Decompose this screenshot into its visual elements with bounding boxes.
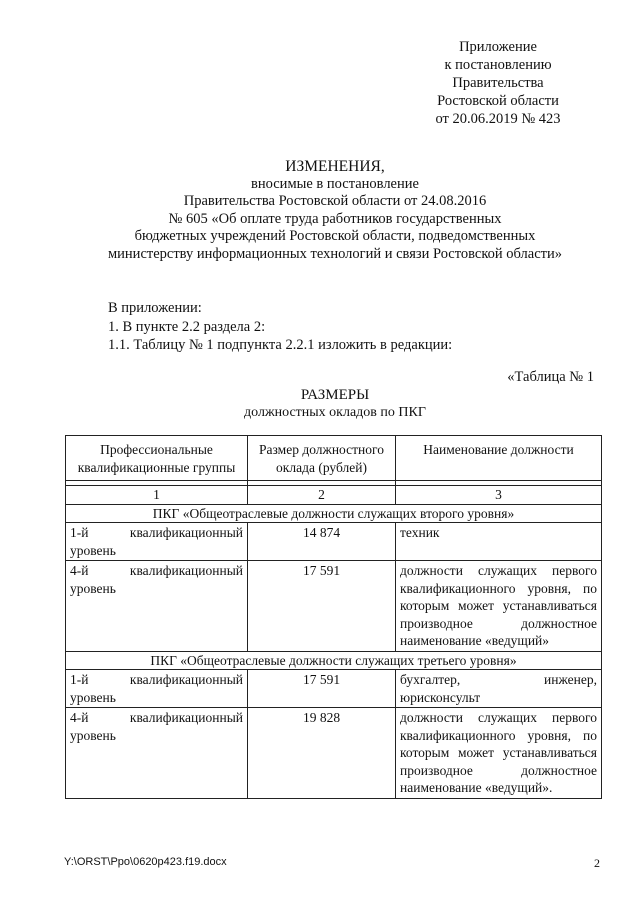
appendix-line: к постановлению bbox=[444, 57, 552, 73]
column-number: 2 bbox=[248, 486, 396, 505]
salary-cell: 17 591 bbox=[248, 561, 396, 652]
position-cell: должности служащих первого квалификационного уровня, по которым может устанавливаться производное должностное наименование «ведущий». bbox=[396, 708, 602, 799]
table-row bbox=[66, 561, 602, 652]
group-title: ПКГ «Общеотраслевые должности служащих третьего уровня» bbox=[66, 651, 602, 670]
table-title: РАЗМЕРЫ bbox=[300, 387, 370, 403]
level-cell: 1-й квалификационный уровень bbox=[66, 523, 248, 561]
title-line: министерству информационных технологий и связи Ростовской области» bbox=[107, 245, 563, 262]
appendix-block bbox=[398, 38, 598, 128]
group-header-row bbox=[66, 504, 602, 523]
appendix-line: от 20.06.2019 № 423 bbox=[435, 111, 561, 127]
table-header-row bbox=[66, 436, 602, 481]
table-label: «Таблица № 1 bbox=[507, 369, 594, 385]
title-heading: ИЗМЕНЕНИЯ, bbox=[285, 158, 385, 175]
table-row bbox=[66, 670, 602, 708]
title-line: вносимые в постановление bbox=[251, 175, 419, 192]
title-line: № 605 «Об оплате труда работников государственных bbox=[168, 210, 502, 227]
column-number: 1 bbox=[66, 486, 248, 505]
intro-paragraph bbox=[108, 299, 598, 355]
appendix-line: Ростовской области bbox=[437, 93, 559, 109]
page-number: 2 bbox=[594, 856, 600, 870]
salary-cell: 14 874 bbox=[248, 523, 396, 561]
header-cell: Профессиональные квалификационные группы bbox=[66, 436, 248, 481]
document-title bbox=[70, 158, 600, 263]
table-subtitle: должностных окладов по ПКГ bbox=[244, 405, 426, 420]
group-title: ПКГ «Общеотраслевые должности служащих второго уровня» bbox=[66, 504, 602, 523]
intro-line: 1. В пункте 2.2 раздела 2: bbox=[108, 318, 266, 335]
level-cell: 4-й квалификационный уровень bbox=[66, 708, 248, 799]
salary-cell: 17 591 bbox=[248, 670, 396, 708]
intro-line: 1.1. Таблицу № 1 подпункта 2.2.1 изложить в редакции: bbox=[108, 337, 453, 353]
title-line: бюджетных учреждений Ростовской области, подведомственных bbox=[134, 228, 536, 244]
table-row bbox=[66, 523, 602, 561]
position-cell: должности служащих первого квалификационного уровня, по которым может устанавливаться производное должностное наименование «ведущий» bbox=[396, 561, 602, 652]
appendix-line: Правительства bbox=[452, 75, 544, 91]
level-cell: 1-й квалификационный уровень bbox=[66, 670, 248, 708]
column-number-row bbox=[66, 486, 602, 505]
position-cell: бухгалтер, инженер, юрисконсульт bbox=[396, 670, 602, 708]
level-cell: 4-й квалификационный уровень bbox=[66, 561, 248, 652]
header-cell: Наименование должности bbox=[396, 436, 602, 481]
salary-cell: 19 828 bbox=[248, 708, 396, 799]
appendix-line: Приложение bbox=[459, 39, 537, 55]
table-row bbox=[66, 708, 602, 799]
column-number: 3 bbox=[396, 486, 602, 505]
group-header-row bbox=[66, 651, 602, 670]
title-line: Правительства Ростовской области от 24.08.2016 bbox=[183, 193, 487, 209]
position-cell: техник bbox=[396, 523, 602, 561]
footer-file-path: Y:\ORST\Ppo\0620p423.f19.docx bbox=[64, 856, 227, 868]
header-cell: Размер должностного оклада (рублей) bbox=[248, 436, 396, 481]
intro-line: В приложении: bbox=[108, 300, 202, 316]
salary-table bbox=[65, 435, 602, 799]
